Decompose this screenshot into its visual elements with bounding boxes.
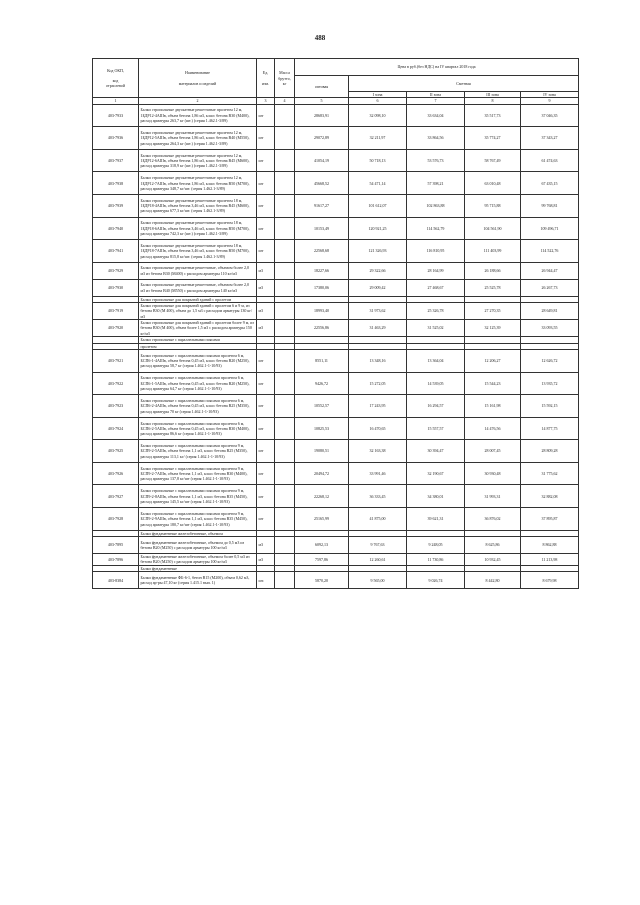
price-zone-4: 67 435,15 (521, 172, 579, 195)
table-row (93, 462, 579, 485)
product-name: Балки стропильные двускатные решетчатые пролетом 18 м, 1БДР18-6АIIIв, объем бетона 3,46 м3, класс бетона В50 (М700), расход арматуры 742,3 кг (шт.) (серия 1.462.1-3/89) (139, 217, 257, 240)
price-zone-3: 58 767,49 (465, 149, 521, 172)
table-row (93, 149, 579, 172)
product-code: 403-7927 (93, 485, 139, 508)
price-zone-1: 32 211,97 (349, 127, 407, 150)
column-number: 8 (465, 98, 521, 104)
wholesale-price: 22556,86 (295, 320, 349, 337)
product-name: Балки стропильные с параллельными поясами пролетом 6 м, БСП6-1-5АIIIв, объем бетона 0,45 м3, класс бетона В20 (М250), расход арматуры 64,7 кг (серия 1.462.1-1-10/93) (139, 372, 257, 395)
product-name: Балки стропильные с параллельными поясами пролетом 9 м, БСП9-2-9АIIIв, объем бетона 1,1 м3, класс бетона В35 (М450), расход арматуры 180,7 кг/шт (серия 1.462.1-1-10/93) (139, 508, 257, 531)
unit-of-measure: шт. (257, 572, 275, 589)
header-wholesale: оптовая (295, 76, 349, 98)
price-zone-1: 29 009,42 (349, 279, 407, 296)
price-zone-4: 11 213,98 (521, 554, 579, 566)
price-zone-3: 28 007,45 (465, 440, 521, 463)
product-name: Балки стропильные с параллельными поясами пролетом 9 м, БСП9-2-5АIIIв, объем бетона 1,1 м3, класс бетона В25 (М350), расход арматуры 113,1 кг/ (серия 1.462.1-1-10/93) (139, 440, 257, 463)
product-code: 403-7896 (93, 554, 139, 566)
price-zone-2: 57 398,21 (407, 172, 465, 195)
price-zone-3: 63 010,48 (465, 172, 521, 195)
gross-mass (275, 462, 295, 485)
price-zone-4: 37 046,35 (521, 104, 579, 127)
unit-of-measure: шт (257, 172, 275, 195)
product-code: 403-7937 (93, 149, 139, 172)
price-zone-3: 36 876,02 (465, 508, 521, 531)
gross-mass (275, 104, 295, 127)
table-row (93, 372, 579, 395)
header-code: Код ОКП, код отраслевой (93, 59, 139, 98)
wholesale-price: 10153,49 (295, 217, 349, 240)
price-zone-1: 16 470,65 (349, 417, 407, 440)
price-zone-4: 61 474,63 (521, 149, 579, 172)
column-number: 2 (139, 98, 257, 104)
price-zone-2: 33 634,04 (407, 104, 465, 127)
header-zone-3: III зона (465, 92, 521, 98)
price-zone-3: 12 206,27 (465, 349, 521, 372)
product-code: 403-7936 (93, 127, 139, 150)
wholesale-price: 28683,91 (295, 104, 349, 127)
product-code: 403-7921 (93, 349, 139, 372)
price-zone-3: 30 930,48 (465, 462, 521, 485)
price-zone-3: 104 561,90 (465, 217, 521, 240)
price-zone-1: 54 471,14 (349, 172, 407, 195)
wholesale-price: 18993,40 (295, 303, 349, 320)
product-name: Балки фундаментные железобетонные, объемом (139, 530, 257, 536)
gross-mass (275, 127, 295, 150)
price-zone-1: 50 718,13 (349, 149, 407, 172)
unit-of-measure: м3 (257, 537, 275, 554)
price-zone-1: 9 767,63 (349, 537, 407, 554)
product-code: 403-7919 (93, 303, 139, 320)
gross-mass (275, 172, 295, 195)
page-number: 488 (314, 34, 326, 42)
table-row (93, 194, 579, 217)
price-zone-4: 15 592,15 (521, 395, 579, 418)
table-row (93, 104, 579, 127)
wholesale-price: 5870,20 (295, 572, 349, 589)
unit-of-measure: м3 (257, 279, 275, 296)
table-row (93, 127, 579, 150)
wholesale-price: 19080,51 (295, 440, 349, 463)
price-zone-1: 12 260,61 (349, 554, 407, 566)
price-zone-4: 109 496,71 (521, 217, 579, 240)
price-zone-2: 116 810,95 (407, 240, 465, 263)
header-price-title: Цена в руб.(без НДС) на IV квартал 2018 года (295, 59, 579, 76)
price-zone-3: 25 525,78 (465, 279, 521, 296)
price-zone-4: 26 944,47 (521, 262, 579, 279)
gross-mass (275, 349, 295, 372)
price-zone-2: 102 863,88 (407, 194, 465, 217)
unit-of-measure: шт (257, 217, 275, 240)
product-code: 403-7924 (93, 417, 139, 440)
price-zone-3: 35 774,27 (465, 127, 521, 150)
price-zone-3: 31 993,31 (465, 485, 521, 508)
price-zone-2: 9 248,05 (407, 537, 465, 554)
unit-of-measure: м3 (257, 320, 275, 337)
price-zone-4: 8 862,88 (521, 537, 579, 554)
gross-mass (275, 508, 295, 531)
unit-of-measure: шт (257, 349, 275, 372)
price-zone-1: 32 163,38 (349, 440, 407, 463)
price-zone-3: 8 442,80 (465, 572, 521, 589)
table-row (93, 440, 579, 463)
price-zone-1: 32 098,10 (349, 104, 407, 127)
product-name: Балки стропильные с параллельными поясами пролетом 6 м, БСП6-2-5АIIIв, объем бетона 0,45 м3, класс бетона В30 (М400), расход арматуры 86,6 кг (серия 1.462.1-1-10/93) (139, 417, 257, 440)
price-zone-2: 25 326,78 (407, 303, 465, 320)
column-number: 4 (275, 98, 295, 104)
unit-of-measure: м3 (257, 262, 275, 279)
product-name: Балки стропильные для покрытий зданий с пролетом 6 и 9 м, из бетона В30 (М 400), объем до 1,5 м3 с расходом арматуры 130 кг/м3 (139, 303, 257, 320)
product-code: 403-7923 (93, 395, 139, 418)
price-zone-4: 8 679,98 (521, 572, 579, 589)
price-zone-4: 37 895,87 (521, 508, 579, 531)
price-zone-2: 14 539,05 (407, 372, 465, 395)
product-code: 403-7922 (93, 372, 139, 395)
price-zone-2: 13 364,04 (407, 349, 465, 372)
price-zone-4: 31 775,62 (521, 462, 579, 485)
product-code: 403-7939 (93, 194, 139, 217)
price-zone-2: 33 864,56 (407, 127, 465, 150)
wholesale-price: 10552,57 (295, 395, 349, 418)
table-row (93, 508, 579, 531)
table-body (93, 104, 579, 589)
product-name: Балки стропильные с параллельными поясами пролетом 6 м, БСП6-2-4АIIIв, объем бетона 0,45 м3, класс бетона В25 (М350), расход арматуры 70 кг (серия 1.462.1-1-10/93) (139, 395, 257, 418)
gross-mass (275, 537, 295, 554)
price-zone-1: 9 565,00 (349, 572, 407, 589)
price-zone-2: 15 557,57 (407, 417, 465, 440)
price-zone-2: 9 026,74 (407, 572, 465, 589)
unit-of-measure: шт (257, 194, 275, 217)
product-name: Балки стропильные с параллельными поясами (139, 337, 257, 343)
wholesale-price: 8551,11 (295, 349, 349, 372)
gross-mass (275, 262, 295, 279)
table-row (93, 554, 579, 566)
wholesale-price: 9426,72 (295, 372, 349, 395)
price-zone-2: 11 730,86 (407, 554, 465, 566)
product-name: Балки стропильные двускатные решетчатые пролетом 12 м, 1БДР12-5АIIIв, объем бетона 1,86 м3, класс бетона В40 (М550), расход арматуры 264,3 кг (шт.) (серия 1.462.1-3/89) (139, 127, 257, 150)
price-zone-1: 33 991,46 (349, 462, 407, 485)
price-zone-2: 30 394,47 (407, 440, 465, 463)
product-code: 403-7926 (93, 462, 139, 485)
product-name: Балки стропильные двускатные решетчатые пролетом 12 м, 1БДР12-6АIIIв, объем бетона 1,86 м3, класс бетона В45 (М600), расход арматуры 318,9 кг (шт.) (серия 1.462.1-3/89) (139, 149, 257, 172)
price-zone-1: 31 463,29 (349, 320, 407, 337)
price-zone-3: 10 932,45 (465, 554, 521, 566)
column-number: 9 (521, 98, 579, 104)
table-row (93, 537, 579, 554)
price-zone-4: 12 626,72 (521, 349, 579, 372)
gross-mass (275, 149, 295, 172)
price-zone-2: 16 294,57 (407, 395, 465, 418)
product-name: Балки стропильные двускатные решетчатые пролетом 18 м, 1БДР18-7АIIIв, объем бетона 3,46 м3, класс бетона В50 (М700), расход арматуры 815,8 кг/шт. (серия 1.462.1-3/89) (139, 240, 257, 263)
table-row (93, 279, 579, 296)
column-number: 1 (93, 98, 139, 104)
gross-mass (275, 194, 295, 217)
wholesale-price: 7597,86 (295, 554, 349, 566)
product-code: 403-7941 (93, 240, 139, 263)
price-zone-4: 37 343,27 (521, 127, 579, 150)
product-name: Балки фундаментные (139, 565, 257, 571)
product-name: Балки фундаментные железобетонные, объемом более 0,5 м3 из бетона В20 (М250) с расходом арматуры 100 кг/м3 (139, 554, 257, 566)
header-zone-2: II зона (407, 92, 465, 98)
price-zone-3: 95 715,88 (465, 194, 521, 217)
price-zone-4: 99 768,81 (521, 194, 579, 217)
product-name: Балки фундаментные железобетонные, объемом до 0,5 м3 из бетона В20 (М250) с расходом арматуры 100 кг/м3 (139, 537, 257, 554)
price-zone-4: 33 093,55 (521, 320, 579, 337)
price-zone-2: 114 562,79 (407, 217, 465, 240)
price-zone-1: 101 612,07 (349, 194, 407, 217)
unit-of-measure: шт (257, 395, 275, 418)
table-row (93, 240, 579, 263)
price-zone-2: 32 190,67 (407, 462, 465, 485)
product-code: 403-7928 (93, 508, 139, 531)
price-zone-3: 15 544,23 (465, 372, 521, 395)
price-zone-2: 31 525,02 (407, 320, 465, 337)
wholesale-price: 41054,19 (295, 149, 349, 172)
unit-of-measure: м3 (257, 554, 275, 566)
price-zone-3: 27 270,35 (465, 303, 521, 320)
unit-of-measure: шт (257, 485, 275, 508)
header-mass: Масса брутто, кг (275, 59, 295, 98)
price-zone-1: 31 973,62 (349, 303, 407, 320)
unit-of-measure: шт (257, 104, 275, 127)
price-zone-1: 121 326,93 (349, 240, 407, 263)
table-row (93, 349, 579, 372)
price-zone-3: 26 188,66 (465, 262, 521, 279)
gross-mass (275, 395, 295, 418)
price-zone-2: 27 468,67 (407, 279, 465, 296)
wholesale-price: 6092,13 (295, 537, 349, 554)
wholesale-price: 29072,89 (295, 127, 349, 150)
wholesale-price: 10825,53 (295, 417, 349, 440)
wholesale-price: 18227,66 (295, 262, 349, 279)
unit-of-measure: шт (257, 508, 275, 531)
table-row (93, 395, 579, 418)
price-zone-2: 39 621,31 (407, 508, 465, 531)
unit-of-measure: шт (257, 440, 275, 463)
product-name: Балки стропильные двускатные решетчатые пролетом 12 м, 1БДР12-7АIIIв, объем бетона 1,86 м3, класс бетона В50 (М700), расход арматуры 348,7 кг/шт. (серия 1.462.1-3/89) (139, 172, 257, 195)
gross-mass (275, 485, 295, 508)
product-name: Балки стропильные с параллельными поясами пролетом 6 м, БСП6-1-4АIIIв, объем бетона 0,45 м3, класс бетона В20 (М250), расход арматуры 58,7 кг (серия 1.462.1-1-10/93) (139, 349, 257, 372)
column-number: 3 (257, 98, 275, 104)
product-name: пролетом (139, 343, 257, 349)
unit-of-measure: шт (257, 462, 275, 485)
wholesale-price: 45668,52 (295, 172, 349, 195)
gross-mass (275, 417, 295, 440)
header-zone-1: I зона (349, 92, 407, 98)
product-name: Балки стропильные двускатные решетчатые пролетом 12 м, 1БДР12-4АIIIв, объем бетона 1,86 м3, класс бетона В30 (М400), расход арматуры 263,7 кг (шт.) (серия 1.462.1-3/89) (139, 104, 257, 127)
table-row (93, 320, 579, 337)
price-zone-4: 13 935,72 (521, 372, 579, 395)
unit-of-measure: шт (257, 372, 275, 395)
table-row (93, 262, 579, 279)
price-zone-4: 32 882,08 (521, 485, 579, 508)
header-unit: Ед. изм. (257, 59, 275, 98)
product-code: 403-8384 (93, 572, 139, 589)
unit-of-measure: шт (257, 417, 275, 440)
price-zone-3: 14 476,56 (465, 417, 521, 440)
price-zone-3: 32 125,39 (465, 320, 521, 337)
table-row (93, 485, 579, 508)
gross-mass (275, 440, 295, 463)
table-row (93, 303, 579, 320)
product-code: 403-7933 (93, 104, 139, 127)
price-zone-4: 114 522,76 (521, 240, 579, 263)
price-zone-3: 8 625,86 (465, 537, 521, 554)
gross-mass (275, 303, 295, 320)
product-name: Балки стропильные для покрытий зданий с пролетом более 9 м, из бетона В30 (М 400), объем более 1,5 м3 с расходом арматуры 150 кг/м3 (139, 320, 257, 337)
price-zone-4: 26 267,73 (521, 279, 579, 296)
gross-mass (275, 240, 295, 263)
column-number: 6 (349, 98, 407, 104)
price-zone-4: 14 877,75 (521, 417, 579, 440)
product-code: 403-7940 (93, 217, 139, 240)
product-code: 403-7930 (93, 279, 139, 296)
price-zone-1: 36 333,45 (349, 485, 407, 508)
wholesale-price: 17380,06 (295, 279, 349, 296)
product-code: 403-7895 (93, 537, 139, 554)
table-row (93, 172, 579, 195)
price-zone-3: 15 161,98 (465, 395, 521, 418)
gross-mass (275, 372, 295, 395)
table-row (93, 572, 579, 589)
price-zone-1: 120 921,25 (349, 217, 407, 240)
header-zone-4: IV зона (521, 92, 579, 98)
price-zone-3: 111 403,99 (465, 240, 521, 263)
product-code: 403-7920 (93, 320, 139, 337)
product-name: Балки фундаментные ФБ-6-1, бетон В15 (М200), объем 0,62 м3, расход ар-ры 47,10 кг (серия 1.415.1 вып. 1) (139, 572, 257, 589)
wholesale-price: 22568,68 (295, 240, 349, 263)
unit-of-measure: шт (257, 240, 275, 263)
price-zone-1: 15 272,05 (349, 372, 407, 395)
gross-mass (275, 320, 295, 337)
column-number: 5 (295, 98, 349, 104)
price-zone-2: 34 380,01 (407, 485, 465, 508)
header-name: Наименование материалов и изделий (139, 59, 257, 98)
price-zone-4: 28 649,81 (521, 303, 579, 320)
wholesale-price: 91617,27 (295, 194, 349, 217)
gross-mass (275, 554, 295, 566)
product-name: Балки стропильные двускатные решетчатые, объемом более 2,0 м3 из бетона В30 (М400) с расходом арматуры 110 кг/м3 (139, 262, 257, 279)
price-zone-3: 35 517,73 (465, 104, 521, 127)
unit-of-measure: шт (257, 127, 275, 150)
table-row (93, 217, 579, 240)
price-zone-1: 17 243,95 (349, 395, 407, 418)
gross-mass (275, 217, 295, 240)
wholesale-price: 25165,99 (295, 508, 349, 531)
header-estimate: Сметная (349, 76, 579, 92)
product-name: Балки стропильные для покрытий зданий с пролетом (139, 296, 257, 302)
unit-of-measure: шт (257, 149, 275, 172)
unit-of-measure: м3 (257, 303, 275, 320)
gross-mass (275, 279, 295, 296)
price-zone-2: 53 576,73 (407, 149, 465, 172)
wholesale-price: 20494,72 (295, 462, 349, 485)
product-name: Балки стропильные с параллельными поясами пролетом 9 м, БСП9-2-8АIIIв, объем бетона 1,1 м3, класс бетона В35 (М450), расход арматуры 145,5 кг/шт (серия 1.462.1-1-10/93) (139, 485, 257, 508)
product-name: Балки стропильные двускатные решетчатые, объемом более 2,0 м3 из бетона В40 (М550) с расходом арматуры 140 кг/м3 (139, 279, 257, 296)
price-table (92, 58, 579, 589)
product-name: Балки стропильные двускатные решетчатые пролетом 18 м, 1БДР18-4АIIIв, объем бетона 3,46 м3, класс бетона В45 (М600), расход арматуры 677,3 кг/шт. (серия 1.462.1-3/89) (139, 194, 257, 217)
price-zone-4: 28 809,28 (521, 440, 579, 463)
price-zone-2: 28 164,99 (407, 262, 465, 279)
price-zone-1: 13 348,16 (349, 349, 407, 372)
product-code: 403-7938 (93, 172, 139, 195)
gross-mass (275, 572, 295, 589)
product-code: 403-7925 (93, 440, 139, 463)
price-zone-1: 41 875,00 (349, 508, 407, 531)
product-code: 403-7929 (93, 262, 139, 279)
table-row (93, 417, 579, 440)
wholesale-price: 22268,12 (295, 485, 349, 508)
product-name: Балки стропильные с параллельными поясами пролетом 9 м, БСП9-2-7АIIIв, объем бетона 1,1 м3, класс бетона В30 (М400), расход арматуры 137,8 кг/шт (серия 1.462.1-1-10/93) (139, 462, 257, 485)
price-zone-1: 29 322,66 (349, 262, 407, 279)
column-number: 7 (407, 98, 465, 104)
